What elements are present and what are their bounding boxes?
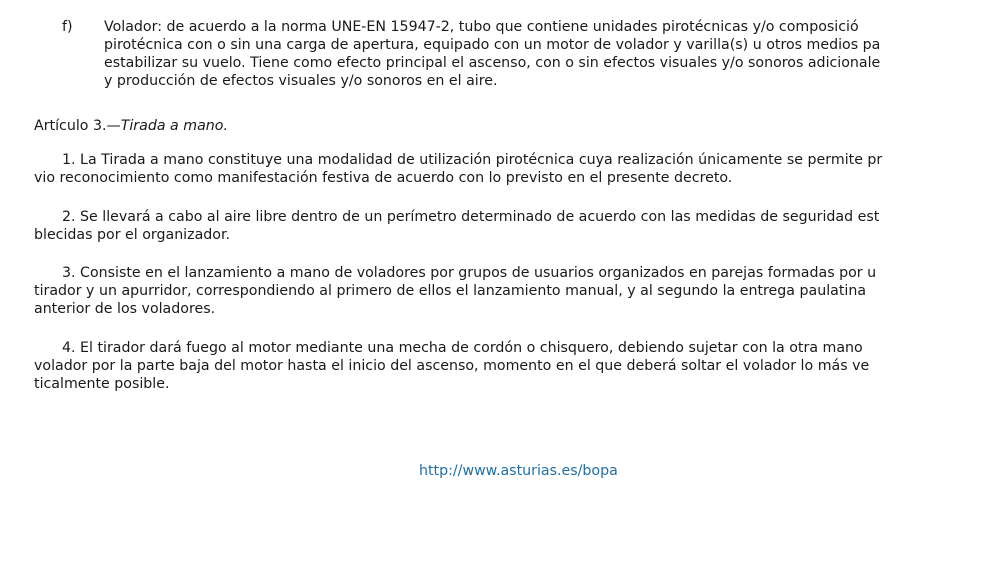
text-line: anterior de los voladores. [34,301,216,317]
text-line: 4. El tirador dará fuego al motor mediante una mecha de cordón o chisquero, debiendo sujetar con la otra mano [62,340,863,356]
text-line: 3. Consiste en el lanzamiento a mano de voladores por grupos de usuarios organizados en parejas formadas por u [62,265,877,281]
bopa-link[interactable]: http://www.asturias.es/bopa [419,463,618,479]
paragraph [34,339,1000,393]
article-number: Artículo 3.— [34,118,121,134]
text-line: tirador y un apurridor, correspondiendo al primero de ellos el lanzamiento manual, y al segundo la entrega paulatina [34,283,867,299]
paragraph [34,264,1000,318]
text-line: blecidas por el organizador. [34,227,230,243]
list-item-label: f) [62,19,73,35]
text-line: volador por la parte baja del motor hasta el inicio del ascenso, momento en el que deberá soltar el volador lo más ve [34,358,870,374]
text-line: pirotécnica con o sin una carga de apertura, equipado con un motor de volador y varilla(s) u otros medios pa [104,37,881,53]
paragraph [34,208,1000,244]
text-line: 2. Se llevará a cabo al aire libre dentro de un perímetro determinado de acuerdo con las medidas de seguridad est [62,209,880,225]
text-line: y producción de efectos visuales y/o sonoros en el aire. [104,73,498,89]
article-title: Tirada a mano. [120,118,228,134]
article-heading [34,117,228,135]
text-line: Volador: de acuerdo a la norma UNE-EN 15947-2, tubo que contiene unidades pirotécnicas y/o composició [104,19,859,35]
text-line: vio reconocimiento como manifestación festiva de acuerdo con lo previsto en el presente decreto. [34,170,733,186]
list-item-definition [104,18,1000,90]
text-line: estabilizar su vuelo. Tiene como efecto principal el ascenso, con o sin efectos visuales y/o sonoros adicionale [104,55,881,71]
text-line: 1. La Tirada a mano constituye una modalidad de utilización pirotécnica cuya realización únicamente se permite pr [62,152,883,168]
paragraph [34,151,1000,187]
text-line: ticalmente posible. [34,376,170,392]
